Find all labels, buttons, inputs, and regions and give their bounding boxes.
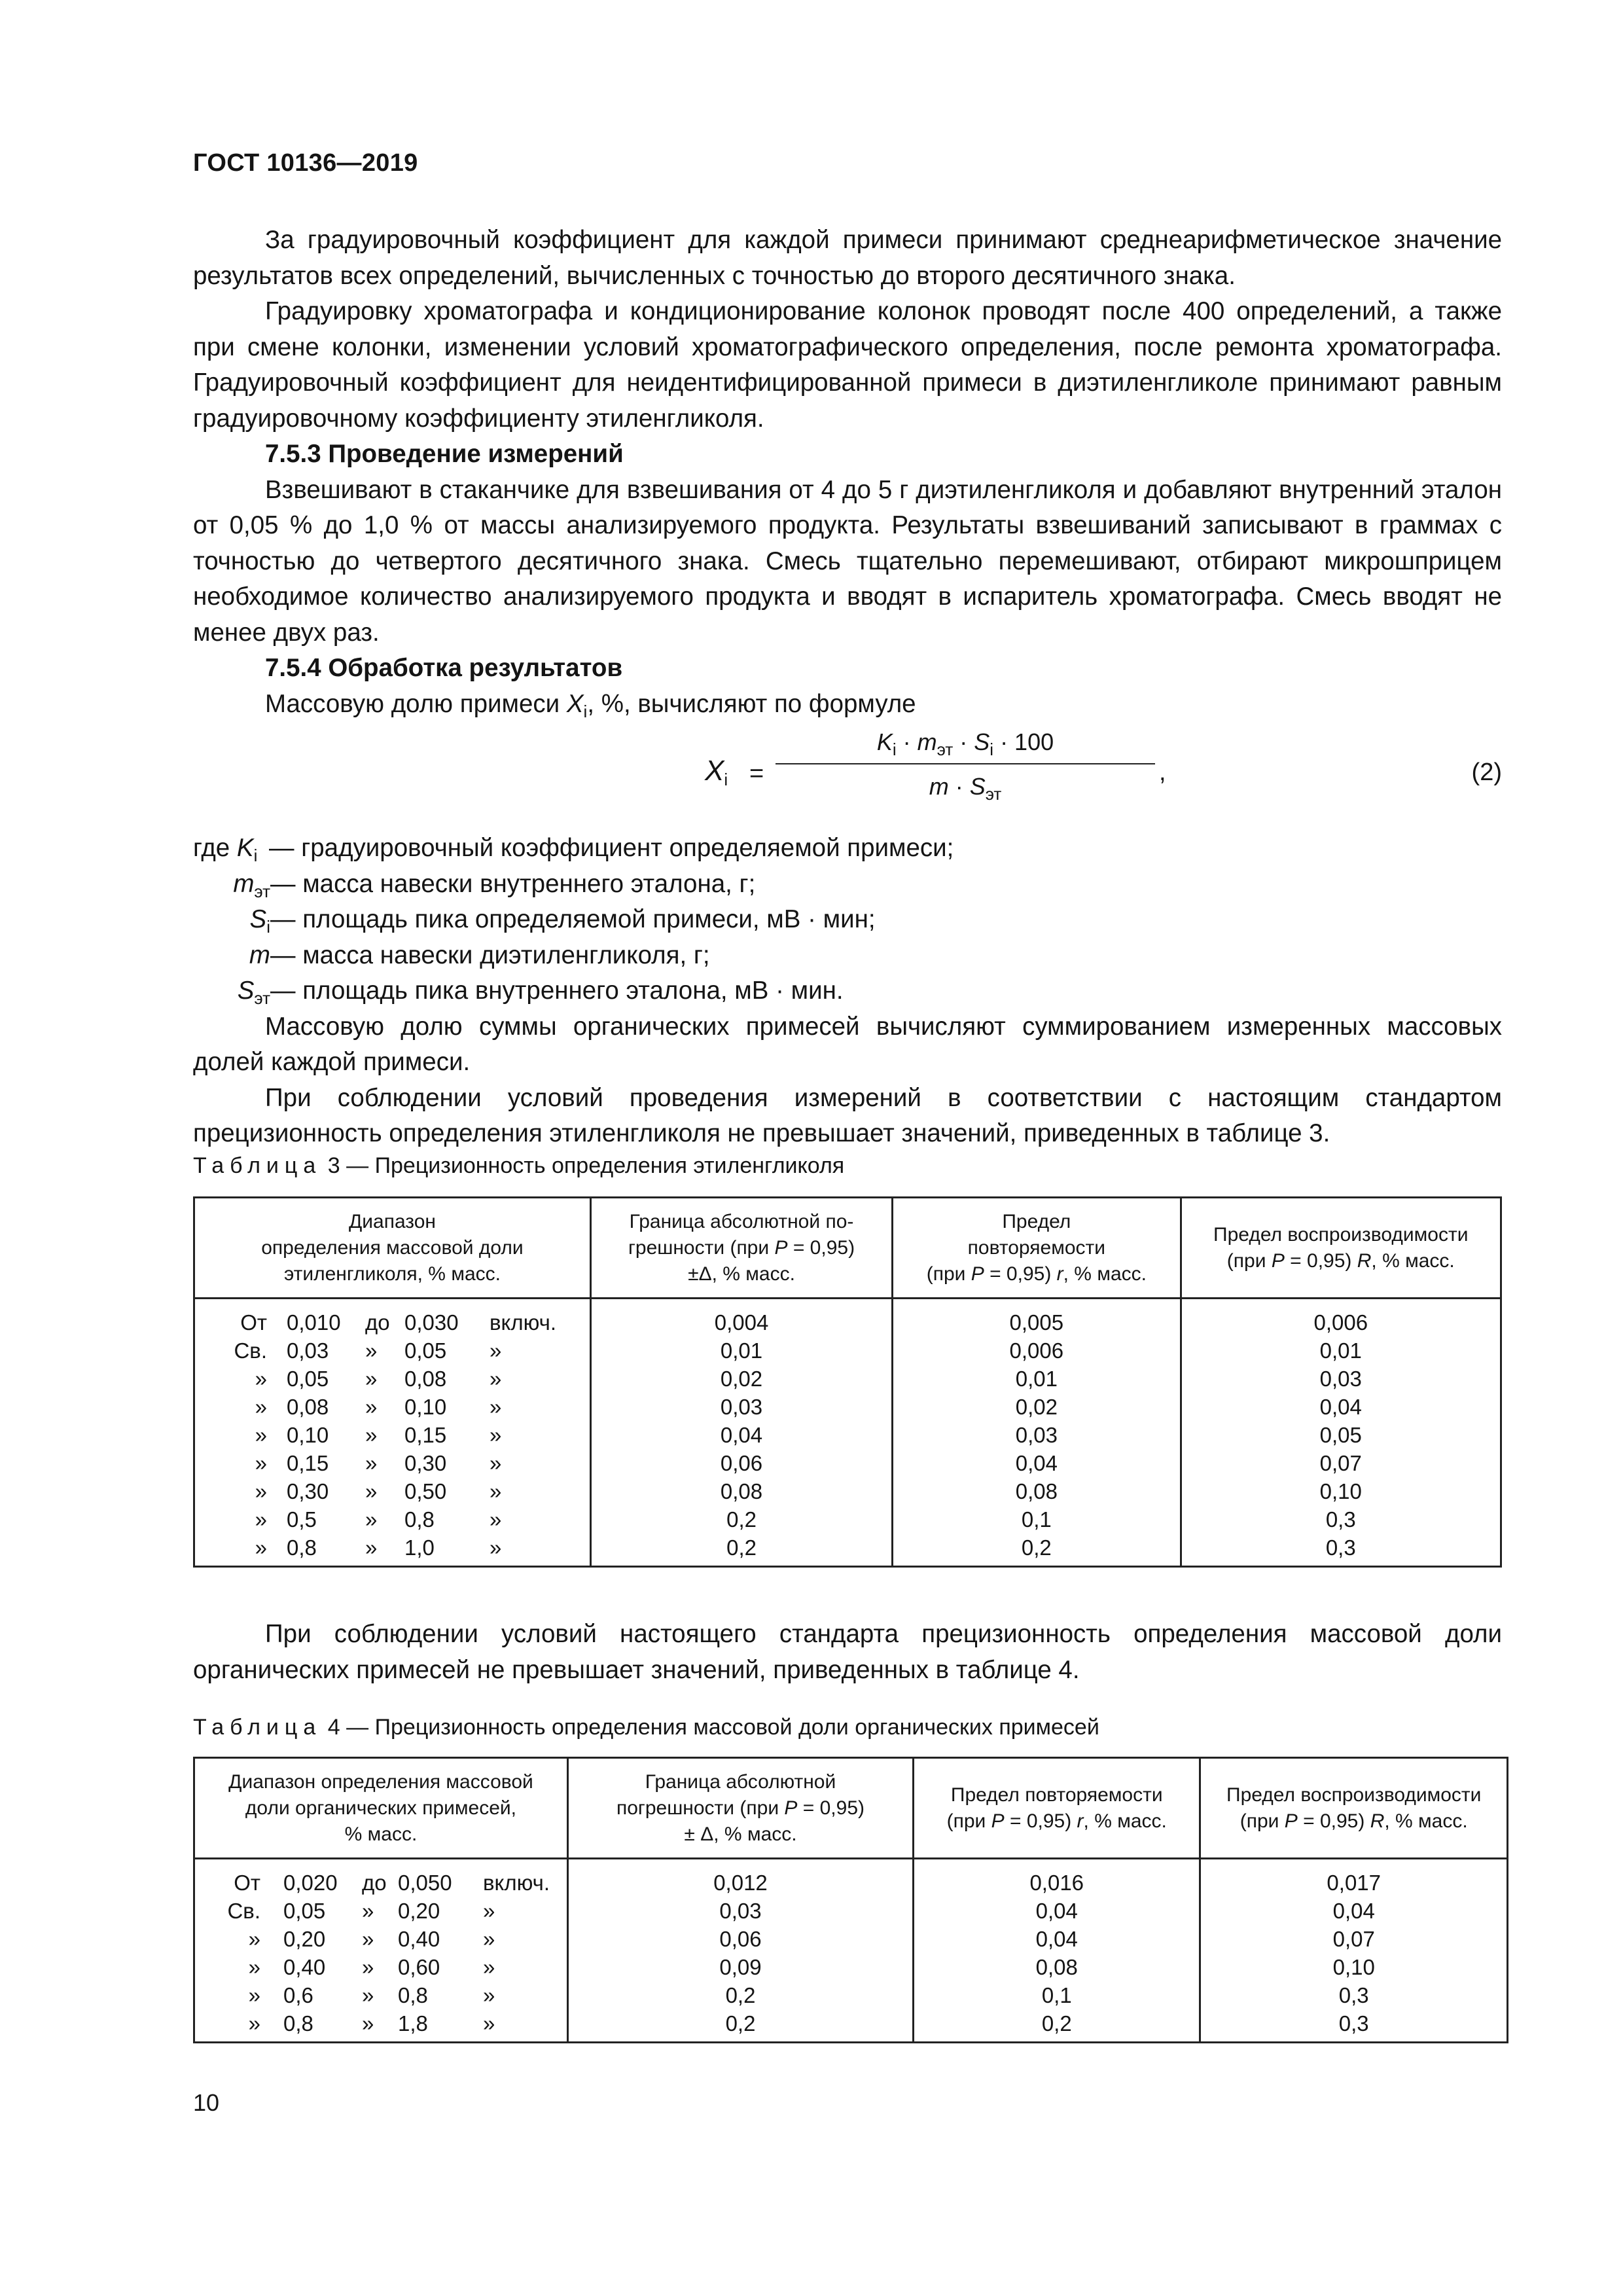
formula-lhs: $X_i$ [705,755,728,789]
table-4-header-reproducibility [1200,1758,1508,1859]
range-mid: » [362,1983,374,2007]
range-post: » [483,1927,495,1951]
range-value [202,1421,583,1449]
header-line: Предел [1002,1210,1071,1232]
formula-2 [193,722,1502,820]
range-mid: » [365,1507,378,1532]
range-post: » [490,1535,502,1560]
value-cell: 0,2 [567,2009,913,2043]
legend-symbol: $m_{эт}$ [233,869,270,901]
range-post: » [483,2011,495,2036]
range-pre: » [255,1367,267,1391]
range-mid: » [365,1395,378,1419]
value-cell: 0,006 [1181,1299,1501,1337]
value-cell: 0,10 [1181,1477,1501,1505]
range-cell [194,1925,568,1953]
value-cell: 0,005 [893,1299,1181,1337]
formula-denominator: $m \cdot S_{эт}$ [929,773,1002,804]
header-line: повторяемости [967,1236,1106,1259]
table-3-header-error [590,1198,892,1299]
value-cell: 0,01 [893,1365,1181,1393]
formula-number: (2) [1471,759,1502,786]
table-row [194,1477,1501,1505]
range-value [202,1869,560,1897]
range-value [202,1336,583,1365]
range-a: 0,6 [283,1983,313,2007]
range-cell [194,1534,591,1567]
table-row [194,1953,1508,1981]
range-pre: » [248,1927,260,1951]
value-cell: 0,2 [914,2009,1200,2043]
value-cell: 0,05 [1181,1421,1501,1449]
table-row [194,1981,1508,2009]
range-post: » [483,1955,495,1979]
table-4-header-range: Диапазон определения массовой доли органических примесей, % масс. [194,1758,568,1859]
range-b: 0,05 [404,1338,447,1363]
range-post: » [490,1479,502,1503]
range-pre: » [248,2011,260,2036]
range-post: » [490,1507,502,1532]
value-cell: 0,02 [893,1393,1181,1421]
legend-text: — площадь пика определяемой примеси, мВ · мин; [270,905,876,933]
value-cell: 0,017 [1200,1859,1508,1897]
range-pre: » [255,1535,267,1560]
range-value [202,1925,560,1953]
range-b: 0,15 [404,1423,447,1447]
range-b: 0,08 [404,1367,447,1391]
range-mid: » [362,2011,374,2036]
value-cell: 0,04 [590,1421,892,1449]
legend-row [193,867,1502,903]
range-pre: » [248,1955,260,1979]
table-row [194,1859,1508,1897]
range-value [202,1897,560,1925]
value-cell: 0,2 [590,1505,892,1534]
header-line: ±Δ, % масс. [688,1263,795,1285]
value-cell: 0,07 [1200,1925,1508,1953]
range-post: включ. [483,1871,550,1895]
range-pre: » [255,1395,267,1419]
range-pre: От [234,1871,260,1895]
formula-intro [193,687,1502,723]
value-cell: 0,08 [914,1953,1200,1981]
range-b: 0,40 [398,1927,440,1951]
value-cell: 0,1 [914,1981,1200,2009]
range-a: 0,03 [287,1338,329,1363]
range-mid: » [365,1423,378,1447]
value-cell: 0,012 [567,1859,913,1897]
header-line: Предел воспроизводимости [1226,1784,1482,1806]
value-cell: 0,06 [567,1925,913,1953]
legend-text: — масса навески диэтиленгликоля, г; [270,941,710,969]
header-line: (при P = 0,95) r, % масс. [926,1263,1147,1285]
range-a: 0,20 [283,1927,326,1951]
formula-numerator: $K_i \cdot m_{эт} \cdot S_i \cdot 100$ [876,728,1054,759]
table-row [194,1897,1508,1925]
table-row [194,1534,1501,1567]
value-cell: 0,07 [1181,1449,1501,1477]
value-cell: 0,3 [1200,1981,1508,2009]
table-4 [193,1757,1508,2043]
value-cell: 0,2 [567,1981,913,2009]
value-cell: 0,03 [567,1897,913,1925]
value-cell: 0,3 [1181,1534,1501,1567]
range-cell [194,1365,591,1393]
range-value [202,1953,560,1981]
table-3-header-repeatability [893,1198,1181,1299]
value-cell: 0,01 [1181,1336,1501,1365]
header-line: Граница абсолютной по- [629,1210,854,1232]
legend-text: — градуировочный коэффициент определяемой примеси; [269,834,954,862]
formula-equals: = [749,760,764,787]
range-mid: » [365,1535,378,1560]
formula-legend [193,831,1502,1009]
range-cell [194,1505,591,1534]
range-b: 1,8 [398,2011,428,2036]
header-line: (при P = 0,95) R, % масс. [1240,1810,1468,1832]
range-a: 0,5 [287,1507,317,1532]
header-line: (при P = 0,95) R, % масс. [1226,1249,1455,1272]
range-cell [194,1897,568,1925]
range-value [202,1365,583,1393]
range-a: 0,8 [283,2011,313,2036]
value-cell: 0,08 [590,1477,892,1505]
header-line: Предел воспроизводимости [1213,1223,1469,1246]
paragraph: За градуировочный коэффициент для каждой примеси принимают среднеарифметическое значение результатов всех определений, вычисленных с точностью до второго десятичного знака. [193,226,1502,290]
paragraph: При соблюдении условий настоящего стандарта прецизионность определения массовой доли органических примесей не превышает значений, приведенных в таблице 4. [193,1620,1502,1684]
range-b: 0,10 [404,1395,447,1419]
paragraph: Массовую долю суммы органических примесей вычисляют суммированием измеренных массовых долей каждой примеси. [193,1012,1502,1076]
range-a: 0,30 [287,1479,329,1503]
range-b: 0,60 [398,1955,440,1979]
range-post: » [490,1367,502,1391]
table-3-caption: Таблица 3 — Прецизионность определения этиленгликоля [193,1153,845,1178]
range-mid: » [362,1955,374,1979]
range-cell [194,1953,568,1981]
table-row [194,2009,1508,2043]
range-value [202,2009,560,2037]
range-post: включ. [490,1310,556,1335]
range-b: 0,30 [404,1451,447,1475]
value-cell: 0,3 [1200,2009,1508,2043]
legend-symbol: $S_{эт}$ [237,977,270,1008]
table-row [194,1449,1501,1477]
header-line: Предел повторяемости [950,1784,1163,1806]
header-line: Граница абсолютной [645,1770,836,1793]
range-value [202,1534,583,1562]
range-a: 0,05 [283,1899,326,1923]
range-pre: » [255,1507,267,1532]
legend-where: где $K_i$ [193,834,258,865]
value-cell: 0,09 [567,1953,913,1981]
range-b: 0,50 [404,1479,447,1503]
range-pre: » [255,1423,267,1447]
range-value [202,1981,560,2009]
value-cell: 0,10 [1200,1953,1508,1981]
table-row [194,1925,1508,1953]
document-page [193,0,1502,2296]
range-a: 0,05 [287,1367,329,1391]
range-cell [194,1299,591,1337]
range-cell [194,1336,591,1365]
value-cell: 0,004 [590,1299,892,1337]
legend-symbol: m [249,941,270,969]
value-cell: 0,04 [914,1897,1200,1925]
value-cell: 0,08 [893,1477,1181,1505]
legend-text: — площадь пика внутреннего эталона, мВ · мин. [270,977,844,1005]
value-cell: 0,006 [893,1336,1181,1365]
value-cell: 0,04 [893,1449,1181,1477]
range-cell [194,1859,568,1897]
range-a: 0,8 [287,1535,317,1560]
value-cell: 0,03 [1181,1365,1501,1393]
table-3 [193,1196,1502,1568]
fraction-bar [776,763,1155,764]
range-pre: От [240,1310,267,1335]
section-heading-7-5-3: 7.5.3 Проведение измерений [265,440,624,468]
table-4-caption: Таблица 4 — Прецизионность определения массовой доли органических примесей [193,1715,1099,1740]
range-pre: » [255,1451,267,1475]
range-cell [194,1477,591,1505]
range-mid: » [362,1899,374,1923]
value-cell: 0,04 [1200,1897,1508,1925]
table-row [194,1299,1501,1337]
range-a: 0,10 [287,1423,329,1447]
range-post: » [490,1423,502,1447]
range-value [202,1505,583,1534]
section-heading-7-5-4: 7.5.4 Обработка результатов [265,654,623,682]
value-cell: 0,04 [914,1925,1200,1953]
paragraph-before-table-4 [193,1617,1502,1688]
table-row [194,1505,1501,1534]
range-b: 0,050 [398,1871,452,1895]
legend-symbol: $S_i$ [249,905,270,937]
range-pre: Св. [227,1899,260,1923]
formula-intro-sub: i [583,701,588,721]
value-cell: 0,03 [893,1421,1181,1449]
range-b: 1,0 [404,1535,435,1560]
formula-intro-post: , %, вычисляют по формуле [587,689,916,718]
range-cell [194,1393,591,1421]
range-post: » [483,1983,495,2007]
table-3-header-reproducibility [1181,1198,1501,1299]
header-line: погрешности (при P = 0,95) [616,1797,865,1819]
table-row [194,1393,1501,1421]
legend-row [193,938,1502,974]
range-a: 0,010 [287,1310,341,1335]
value-cell: 0,016 [914,1859,1200,1897]
range-b: 0,030 [404,1310,459,1335]
range-b: 0,20 [398,1899,440,1923]
range-cell [194,1981,568,2009]
value-cell: 0,1 [893,1505,1181,1534]
range-pre: Св. [234,1338,267,1363]
value-cell: 0,2 [893,1534,1181,1567]
range-mid: » [365,1338,378,1363]
range-mid: до [365,1310,390,1335]
value-cell: 0,2 [590,1534,892,1567]
formula-comma: , [1159,759,1166,786]
value-cell: 0,02 [590,1365,892,1393]
range-post: » [490,1451,502,1475]
range-cell [194,1449,591,1477]
paragraph: При соблюдении условий проведения измерений в соответствии с настоящим стандартом прецизионность определения этиленгликоля не превышает значений, приведенных в таблице 3. [193,1083,1502,1147]
document-header: ГОСТ 10136—2019 [193,149,418,177]
range-value [202,1308,583,1336]
table-4-header-error [567,1758,913,1859]
paragraph: Взвешивают в стаканчике для взвешивания от 4 до 5 г диэтиленгликоля и добавляют внутренний эталон от 0,05 % до 1,0 % от массы анализируемого продукта. Результаты взвешиваний записывают в граммах с точностью до четвертого десятичного знака. Смесь тщательно перемешивают, отбирают микрошприцем необходимое количество анализируемого продукта и вводят в испаритель хроматографа. Смесь вводят не менее двух раз. [193,475,1502,647]
range-mid: » [365,1479,378,1503]
range-b: 0,8 [398,1983,428,2007]
value-cell: 0,3 [1181,1505,1501,1534]
header-line: грешности (при P = 0,95) [628,1236,855,1259]
range-post: » [490,1395,502,1419]
range-a: 0,15 [287,1451,329,1475]
range-post: » [490,1338,502,1363]
header-line: (при P = 0,95) r, % масс. [946,1810,1167,1832]
range-value [202,1449,583,1477]
range-b: 0,8 [404,1507,435,1532]
range-mid: » [365,1451,378,1475]
value-cell: 0,04 [1181,1393,1501,1421]
value-cell: 0,06 [590,1449,892,1477]
legend-row [193,902,1502,938]
range-post: » [483,1899,495,1923]
paragraph: Градуировку хроматографа и кондиционирование колонок проводят после 400 определений, а также при смене колонки, изменении условий хроматографического определения, после ремонта хроматографа. Градуировочный коэффициент для неидентифицированной примеси в диэтиленгликоле принимают равным градуировочному коэффициенту этиленгликоля. [193,297,1502,433]
header-line: ± Δ, % масс. [684,1823,797,1845]
body-text [193,223,1502,1152]
table-4-header-repeatability [914,1758,1200,1859]
range-a: 0,020 [283,1871,338,1895]
range-pre: » [255,1479,267,1503]
legend-row [193,831,1502,867]
legend-row [193,973,1502,1009]
formula-intro-text: Массовую долю примеси [265,689,567,718]
table-row [194,1336,1501,1365]
range-value [202,1393,583,1421]
range-mid: » [362,1927,374,1951]
range-mid: » [365,1367,378,1391]
range-value [202,1477,583,1505]
range-mid: до [362,1871,387,1895]
table-3-header-range: Диапазон определения массовой доли этиленгликоля, % масс. [194,1198,591,1299]
table-row [194,1365,1501,1393]
range-pre: » [248,1983,260,2007]
table-row [194,1421,1501,1449]
formula-intro-var: X [566,689,584,718]
range-cell [194,2009,568,2043]
legend-text: — масса навески внутреннего эталона, г; [270,869,756,898]
value-cell: 0,01 [590,1336,892,1365]
range-cell [194,1421,591,1449]
value-cell: 0,03 [590,1393,892,1421]
range-a: 0,40 [283,1955,326,1979]
range-a: 0,08 [287,1395,329,1419]
page-number: 10 [193,2089,220,2116]
